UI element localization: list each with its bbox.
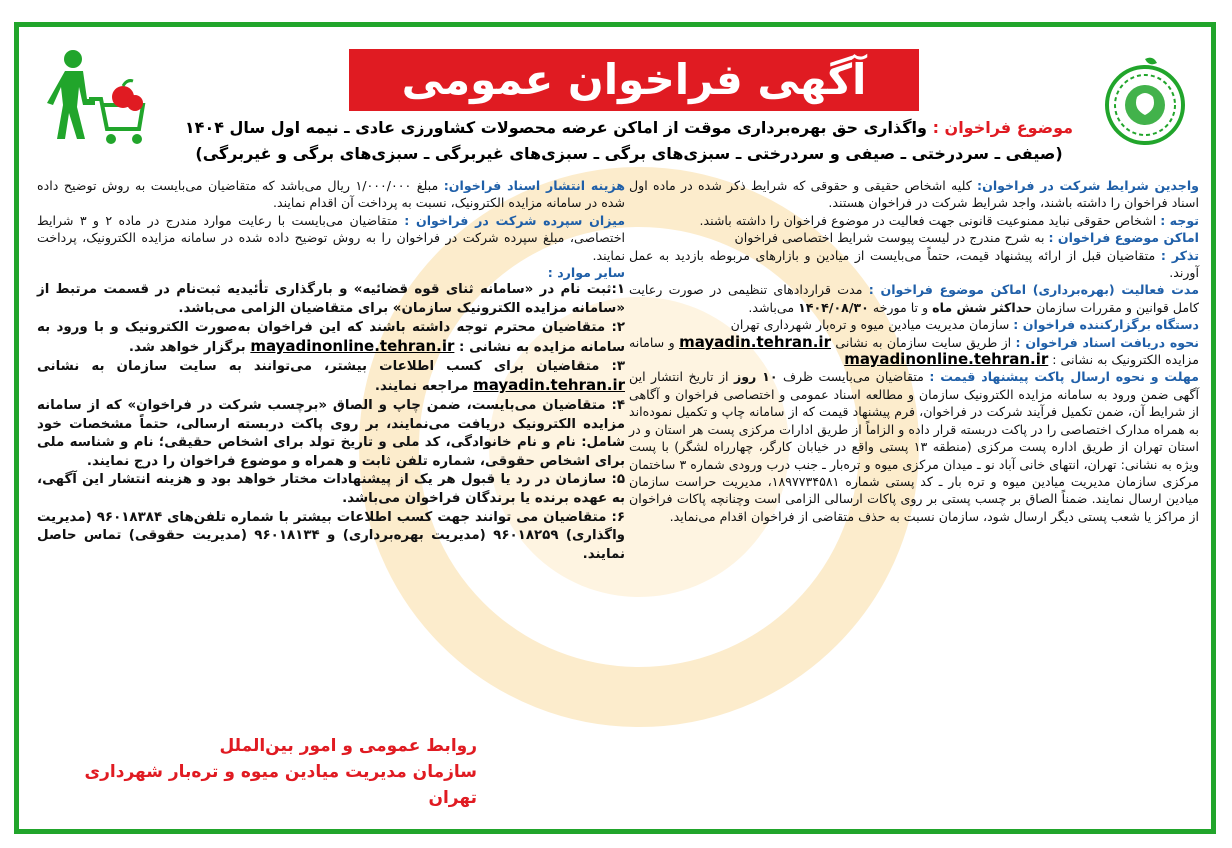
deposit-heading: میزان سپرده شرکت در فراخوان : — [404, 212, 626, 228]
deposit-text: متقاضیان می‌بایست با رعایت موارد مندرج در ماده ۲ و ۳ شرایط اختصاصی، مبلغ سپرده شرکت در فراخوان را به روش توضیح داده شده در سامانه مزایده الکترونیک، پرداخت نمایند. — [37, 212, 625, 263]
list-item: ۵: سازمان در رد یا قبول هر یک از پیشنهادات مختار خواهد بود و هزینه انتشار این آگهی، به عهده برنده یا برندگان فراخوان می‌باشد. — [37, 472, 625, 506]
period-date: ۱۴۰۴/۰۸/۳۰ — [798, 299, 869, 315]
period-text-2: و تا مورخه — [872, 299, 929, 315]
deadline-text-2: از تاریخ انتشار این آگهی ضمن ورود به سامانه مزایده الکترونیک سازمان و مطالعه اسناد عمومی و اختصاصی فراخوان و آگاهی از شرایط آن، ضمن تکمیل فرآیند شرکت در فراخوان، فرم پیشنهاد قیمت که از سامانه چاپ و تکمیل نموده‌اند به همراه مدارک اختصاصی را در پاکت دربسته قرار داده و الزاماً از طریق ادارات مرکزی پست هر استان و در استان تهران از طریق اداره پست مرکزی (منطقه ۱۳ پستی واقع در خیابان کارگر، چهارراه لشگر) با پست ویژه به نشانی: تهران، انتهای خانی آباد نو ـ میدان مرکزی میوه و تره‌بار ـ جنب درب ورودی شماره ۳ ساختمان مرکزی سازمان مدیریت میادین میوه و تره بار ـ کد پستی شماره ۱۸۹۷۷۳۴۵۸۱، مدیریت حراست سازمان میادین ارسال نمایند. ضمناً الصاق بر چسب پستی بر روی پاکات ارسالی الزامی است وچنانچه پاکات فراخوان از مراکز یا شعب پستی دیگر ارسال شود، سازمان نسبت به حذف متقاضی از فراخوان اقدام می‌نماید. — [629, 369, 1199, 524]
note-heading: توجه : — [1160, 212, 1199, 228]
notice-subject — [169, 115, 1089, 167]
left-column — [37, 177, 625, 564]
docs-text-1: از طریق سایت سازمان به نشانی — [835, 334, 1012, 350]
item3-text-a: ۳: متقاضیان برای کسب اطلاعات بیشتر، می‌توانند به سایت سازمان به نشانی — [37, 358, 625, 374]
period-max: حداکثر شش ماه — [932, 299, 1033, 315]
period-text-1: مدت قراردادهای تنظیمی در صورت رعایت کامل قوانین و مقررات سازمان — [629, 282, 1199, 315]
deadline-days: ۱۰ روز — [733, 369, 778, 385]
period-heading: مدت فعالیت (بهره‌برداری) اماکن موضوع فراخوان : — [868, 282, 1199, 298]
organization-logo-icon — [1101, 53, 1189, 149]
organizer-text: سازمان مدیریت میادین میوه و تره‌بار شهرداری تهران — [730, 317, 1010, 333]
item2-text-a: ۲: متقاضیان محترم توجه داشته باشند که این فراخوان به‌صورت الکترونیک و با ورود به سامانه مزایده به نشانی : — [37, 319, 625, 356]
places-text: به شرح مندرج در لیست پیوست شرایط اختصاصی فراخوان — [734, 230, 1045, 246]
docs-heading: نحوه دریافت اسناد فراخوان : — [1015, 334, 1199, 350]
list-item: ۴: متقاضیان می‌بایست، ضمن چاپ و الصاق «برچسب شرکت در فراخوان» که از سامانه مزایده الکترونیک دریافت می‌نمایند، بر روی پاکت دربسته ارسالی، حتماً مشخصات خود شامل: نام و نام خانوادگی، کد ملی و تاریخ تولد برای اشخاص حقیقی؛ نام و شناسه ملی برای اشخاص حقوقی، شماره تلفن ثابت و همراه و موضوع فراخوان را درج نمایند. — [37, 398, 625, 469]
list-item — [37, 319, 625, 358]
other-items-list — [37, 281, 625, 564]
shopping-cart-icon — [39, 47, 149, 147]
item2-link[interactable]: mayadinonline.tehran.ir — [250, 337, 455, 356]
item2-text-b: برگزار خواهد شد. — [128, 340, 246, 356]
note-text: اشخاص حقوقی نباید ممنوعیت قانونی جهت فعالیت در موضوع فراخوان را داشته باشند. — [699, 212, 1157, 228]
period-text-3: می‌باشد. — [748, 299, 795, 315]
cost-heading: هزینه انتشار اسناد فراخوان: — [443, 178, 625, 193]
notice-frame — [14, 22, 1216, 834]
signature-line2: سازمان مدیریت میادین میوه و تره‌بار شهرداری تهران — [84, 762, 477, 808]
list-item: ۶: متقاضیان می توانند جهت کسب اطلاعات بیشتر با شماره تلفن‌های ۹۶۰۱۸۳۸۴ (مدیریت واگذاری) ۹۶۰۱۸۲۵۹ (مدیریت بهره‌برداری) و ۹۶۰۱۸۱۳۴ (مدیریت حقوقی) تماس حاصل نمایند. — [37, 509, 626, 562]
subject-line2: (صیفی ـ سردرختی ـ صیفی و سردرختی ـ سبزی‌های برگی ـ سبزی‌های غیربرگی ـ سبزی‌های برگی و غیربرگی) — [195, 144, 1063, 163]
right-column — [629, 177, 1199, 525]
list-item: ۱:ثبت نام در «سامانه ثنای قوه قضائیه» و بارگذاری تأئیدیه ثبت‌نام در قسمت مرتبط از «سامانه مزایده الکترونیک سازمان» برای متقاضیان الزامی می‌باشد. — [37, 282, 625, 317]
notice-title: آگهی فراخوان عمومی — [349, 49, 919, 111]
list-item — [37, 358, 625, 397]
item3-text-b: مراجعه نمایند. — [374, 379, 469, 395]
organizer-heading: دستگاه برگزارکننده فراخوان : — [1013, 317, 1199, 333]
subject-label: موضوع فراخوان : — [932, 118, 1074, 137]
signature — [47, 733, 477, 811]
signature-line1: روابط عمومی و امور بین‌الملل — [219, 736, 477, 756]
subject-text: واگذاری حق بهره‌برداری موقت از اماکن عرضه محصولات کشاورزی عادی ـ نیمه اول سال ۱۴۰۴ — [184, 118, 927, 137]
docs-link-auction[interactable]: mayadinonline.tehran.ir — [844, 350, 1049, 369]
other-heading: سایر موارد : — [547, 265, 625, 281]
docs-text-2: و سامانه مزایده الکترونیک به نشانی : — [629, 334, 1199, 368]
reminder-text: متقاضیان قبل از ارائه پیشنهاد قیمت، حتماً می‌بایست از میادین و بازارهای مربوطه بازدید به عمل آورند. — [629, 247, 1199, 281]
deadline-heading: مهلت و نحوه ارسال پاکت پیشنهاد قیمت : — [929, 369, 1199, 385]
eligibility-heading: واجدین شرایط شرکت در فراخوان: — [977, 178, 1200, 193]
item3-link[interactable]: mayadin.tehran.ir — [473, 376, 625, 395]
deadline-text-1: متقاضیان می‌بایست ظرف — [782, 369, 924, 385]
places-heading: اماکن موضوع فراخوان : — [1048, 230, 1199, 246]
reminder-heading: تذکر : — [1160, 247, 1199, 263]
eligibility-text: کلیه اشخاص حقیقی و حقوقی که شرایط ذکر شده در ماده اول اسناد فراخوان را داشته باشند، واجد شرایط شرکت در فراخوان هستند. — [629, 178, 1199, 211]
docs-link-site[interactable]: mayadin.tehran.ir — [679, 332, 831, 351]
cost-text: مبلغ ۱/۰۰۰/۰۰۰ ریال می‌باشد که متقاضیان می‌بایست به روش توضیح داده شده در سامانه مزایده الکترونیک، نسبت به پرداخت آن اقدام نمایند. — [37, 178, 625, 211]
